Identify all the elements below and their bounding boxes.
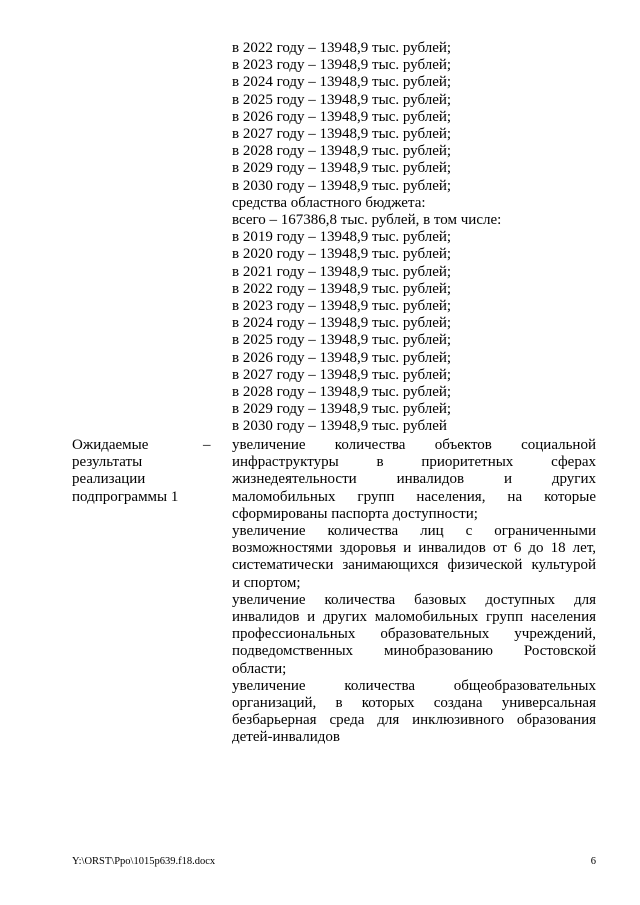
result-paragraph xyxy=(232,592,596,678)
result-line: возможностями здоровья и инвалидов от 6 до 18 лет, xyxy=(232,540,596,557)
label-dash: – xyxy=(203,437,211,453)
result-line: подведомственных минобразованию Ростовской xyxy=(232,643,596,660)
funding-line: в 2023 году – 13948,9 тыс. рублей; xyxy=(232,298,452,315)
funding-line: в 2022 году – 13948,9 тыс. рублей; xyxy=(232,280,452,297)
funding-line: в 2030 году – 13948,9 тыс. рублей xyxy=(232,418,447,435)
funding-line: в 2028 году – 13948,9 тыс. рублей; xyxy=(232,384,452,401)
label-line: результаты xyxy=(72,454,143,471)
result-line: систематически занимающихся физической культурой xyxy=(232,557,596,574)
funding-line: в 2029 году – 13948,9 тыс. рублей; xyxy=(232,401,452,418)
funding-line: в 2028 году – 13948,9 тыс. рублей; xyxy=(232,143,452,160)
funding-list xyxy=(232,40,596,436)
funding-line: в 2024 году – 13948,9 тыс. рублей; xyxy=(232,315,452,332)
result-line: профессиональных образовательных учреждений, xyxy=(232,626,596,643)
label-line: подпрограммы 1 xyxy=(72,488,179,505)
result-line: маломобильных групп населения, на которые xyxy=(232,488,596,505)
result-paragraph xyxy=(232,523,596,592)
funding-line: в 2025 году – 13948,9 тыс. рублей; xyxy=(232,332,452,349)
result-line: инвалидов и других маломобильных групп населения xyxy=(232,609,596,626)
funding-line: средства областного бюджета: xyxy=(232,194,426,211)
funding-line: в 2023 году – 13948,9 тыс. рублей; xyxy=(232,57,452,74)
funding-line: в 2024 году – 13948,9 тыс. рублей; xyxy=(232,74,452,91)
funding-line: в 2020 году – 13948,9 тыс. рублей; xyxy=(232,246,452,263)
result-line: инфраструктуры в приоритетных сферах xyxy=(232,454,596,471)
funding-line: в 2025 году – 13948,9 тыс. рублей; xyxy=(232,91,452,108)
result-line: безбарьерная среда для инклюзивного образования xyxy=(232,712,596,729)
funding-line: в 2022 году – 13948,9 тыс. рублей; xyxy=(232,40,452,56)
result-line: увеличение количества объектов социальной xyxy=(232,437,596,453)
label-line: Ожидаемые xyxy=(72,437,149,453)
expected-results-content xyxy=(232,437,596,747)
result-line: и спортом; xyxy=(232,574,301,591)
result-line: увеличение количества лиц с ограниченными xyxy=(232,523,596,540)
funding-line: в 2026 году – 13948,9 тыс. рублей; xyxy=(232,108,452,125)
result-line: жизнедеятельности инвалидов и других xyxy=(232,471,596,488)
funding-line: в 2029 году – 13948,9 тыс. рублей; xyxy=(232,160,452,177)
result-line: детей-инвалидов xyxy=(232,729,340,746)
result-line: организаций, в которых создана универсальная xyxy=(232,695,596,712)
funding-line: в 2027 году – 13948,9 тыс. рублей; xyxy=(232,366,452,383)
result-line: увеличение количества общеобразовательных xyxy=(232,677,596,694)
funding-line: в 2021 году – 13948,9 тыс. рублей; xyxy=(232,263,452,280)
result-paragraph xyxy=(232,678,596,747)
result-line: увеличение количества базовых доступных для xyxy=(232,591,596,608)
result-line: сформированы паспорта доступности; xyxy=(232,505,478,522)
funding-line: в 2019 году – 13948,9 тыс. рублей; xyxy=(232,229,452,246)
page-number: 6 xyxy=(590,856,596,867)
result-line: области; xyxy=(232,660,287,677)
funding-line: в 2026 году – 13948,9 тыс. рублей; xyxy=(232,349,452,366)
funding-line: в 2030 году – 13948,9 тыс. рублей; xyxy=(232,177,452,194)
footer-file-path: Y:\ORST\Ppo\1015p639.f18.docx xyxy=(72,856,216,867)
funding-line: всего – 167386,8 тыс. рублей, в том числе: xyxy=(232,212,502,229)
label-line: реализации xyxy=(72,471,146,488)
expected-results-label xyxy=(72,437,212,506)
funding-line: в 2027 году – 13948,9 тыс. рублей; xyxy=(232,126,452,143)
result-paragraph xyxy=(232,437,596,523)
